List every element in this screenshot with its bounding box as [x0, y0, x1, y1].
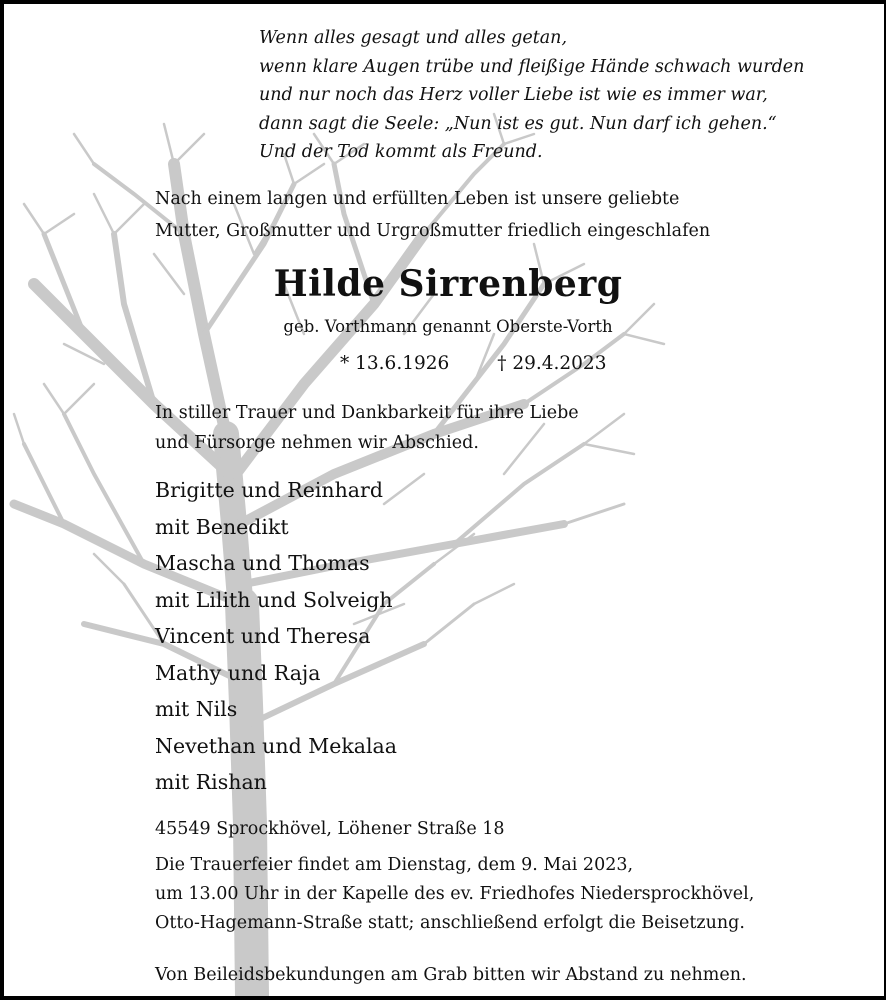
poem-line: Wenn alles gesagt und alles getan, — [259, 28, 568, 48]
family-member: Nevethan und Mekalaa — [155, 733, 397, 758]
address: 45549 Sprockhövel, Löhener Straße 18 — [155, 819, 505, 839]
obituary-content — [4, 4, 882, 996]
family-list — [155, 472, 397, 801]
poem-line: wenn klare Augen trübe und fleißige Hände schwach wurden — [259, 56, 805, 77]
family-member: Mathy und Raja — [155, 660, 321, 685]
family-member: Vincent und Theresa — [155, 624, 371, 648]
closing-note: Von Beileidsbekundungen am Grab bitten wir Abstand zu nehmen. — [155, 965, 747, 985]
birth-name: geb. Vorthmann genannt Oberste-Vorth — [283, 317, 613, 336]
deceased-name: Hilde Sirrenberg — [273, 263, 623, 305]
family-member: mit Rishan — [155, 770, 267, 794]
grief-text — [155, 398, 579, 458]
service-line: Otto-Hagemann-Straße statt; anschließend erfolgt die Beisetzung. — [155, 913, 745, 933]
poem-line: Und der Tod kommt als Freund. — [259, 142, 543, 162]
grief-line: In stiller Trauer und Dankbarkeit für ihre Liebe — [155, 403, 579, 423]
intro-line: Nach einem langen und erfüllten Leben ist unsere geliebte — [155, 189, 680, 209]
birth-date: * 13.6.1926 — [340, 353, 450, 374]
family-member: mit Lilith und Solveigh — [155, 587, 393, 612]
family-member: mit Nils — [155, 697, 238, 721]
intro-text — [155, 183, 710, 247]
family-member: mit Benedikt — [155, 514, 289, 539]
poem-line: und nur noch das Herz voller Liebe ist wie es immer war, — [259, 85, 768, 105]
poem-line: dann sagt die Seele: „Nun ist es gut. Nun darf ich gehen.“ — [259, 113, 777, 134]
poem — [259, 24, 804, 167]
family-member: Brigitte und Reinhard — [155, 478, 383, 502]
service-line: Die Trauerfeier findet am Dienstag, dem 9. Mai 2023, — [155, 855, 634, 875]
grief-line: und Fürsorge nehmen wir Abschied. — [155, 433, 479, 453]
service-info — [155, 851, 754, 938]
service-line: um 13.00 Uhr in der Kapelle des ev. Friedhofes Niedersprockhövel, — [155, 884, 755, 904]
death-date: † 29.4.2023 — [497, 353, 607, 374]
life-dates — [340, 350, 606, 378]
intro-line: Mutter, Großmutter und Urgroßmutter friedlich eingeschlafen — [155, 221, 711, 241]
obituary-frame — [4, 4, 884, 996]
family-member: Mascha und Thomas — [155, 551, 370, 575]
